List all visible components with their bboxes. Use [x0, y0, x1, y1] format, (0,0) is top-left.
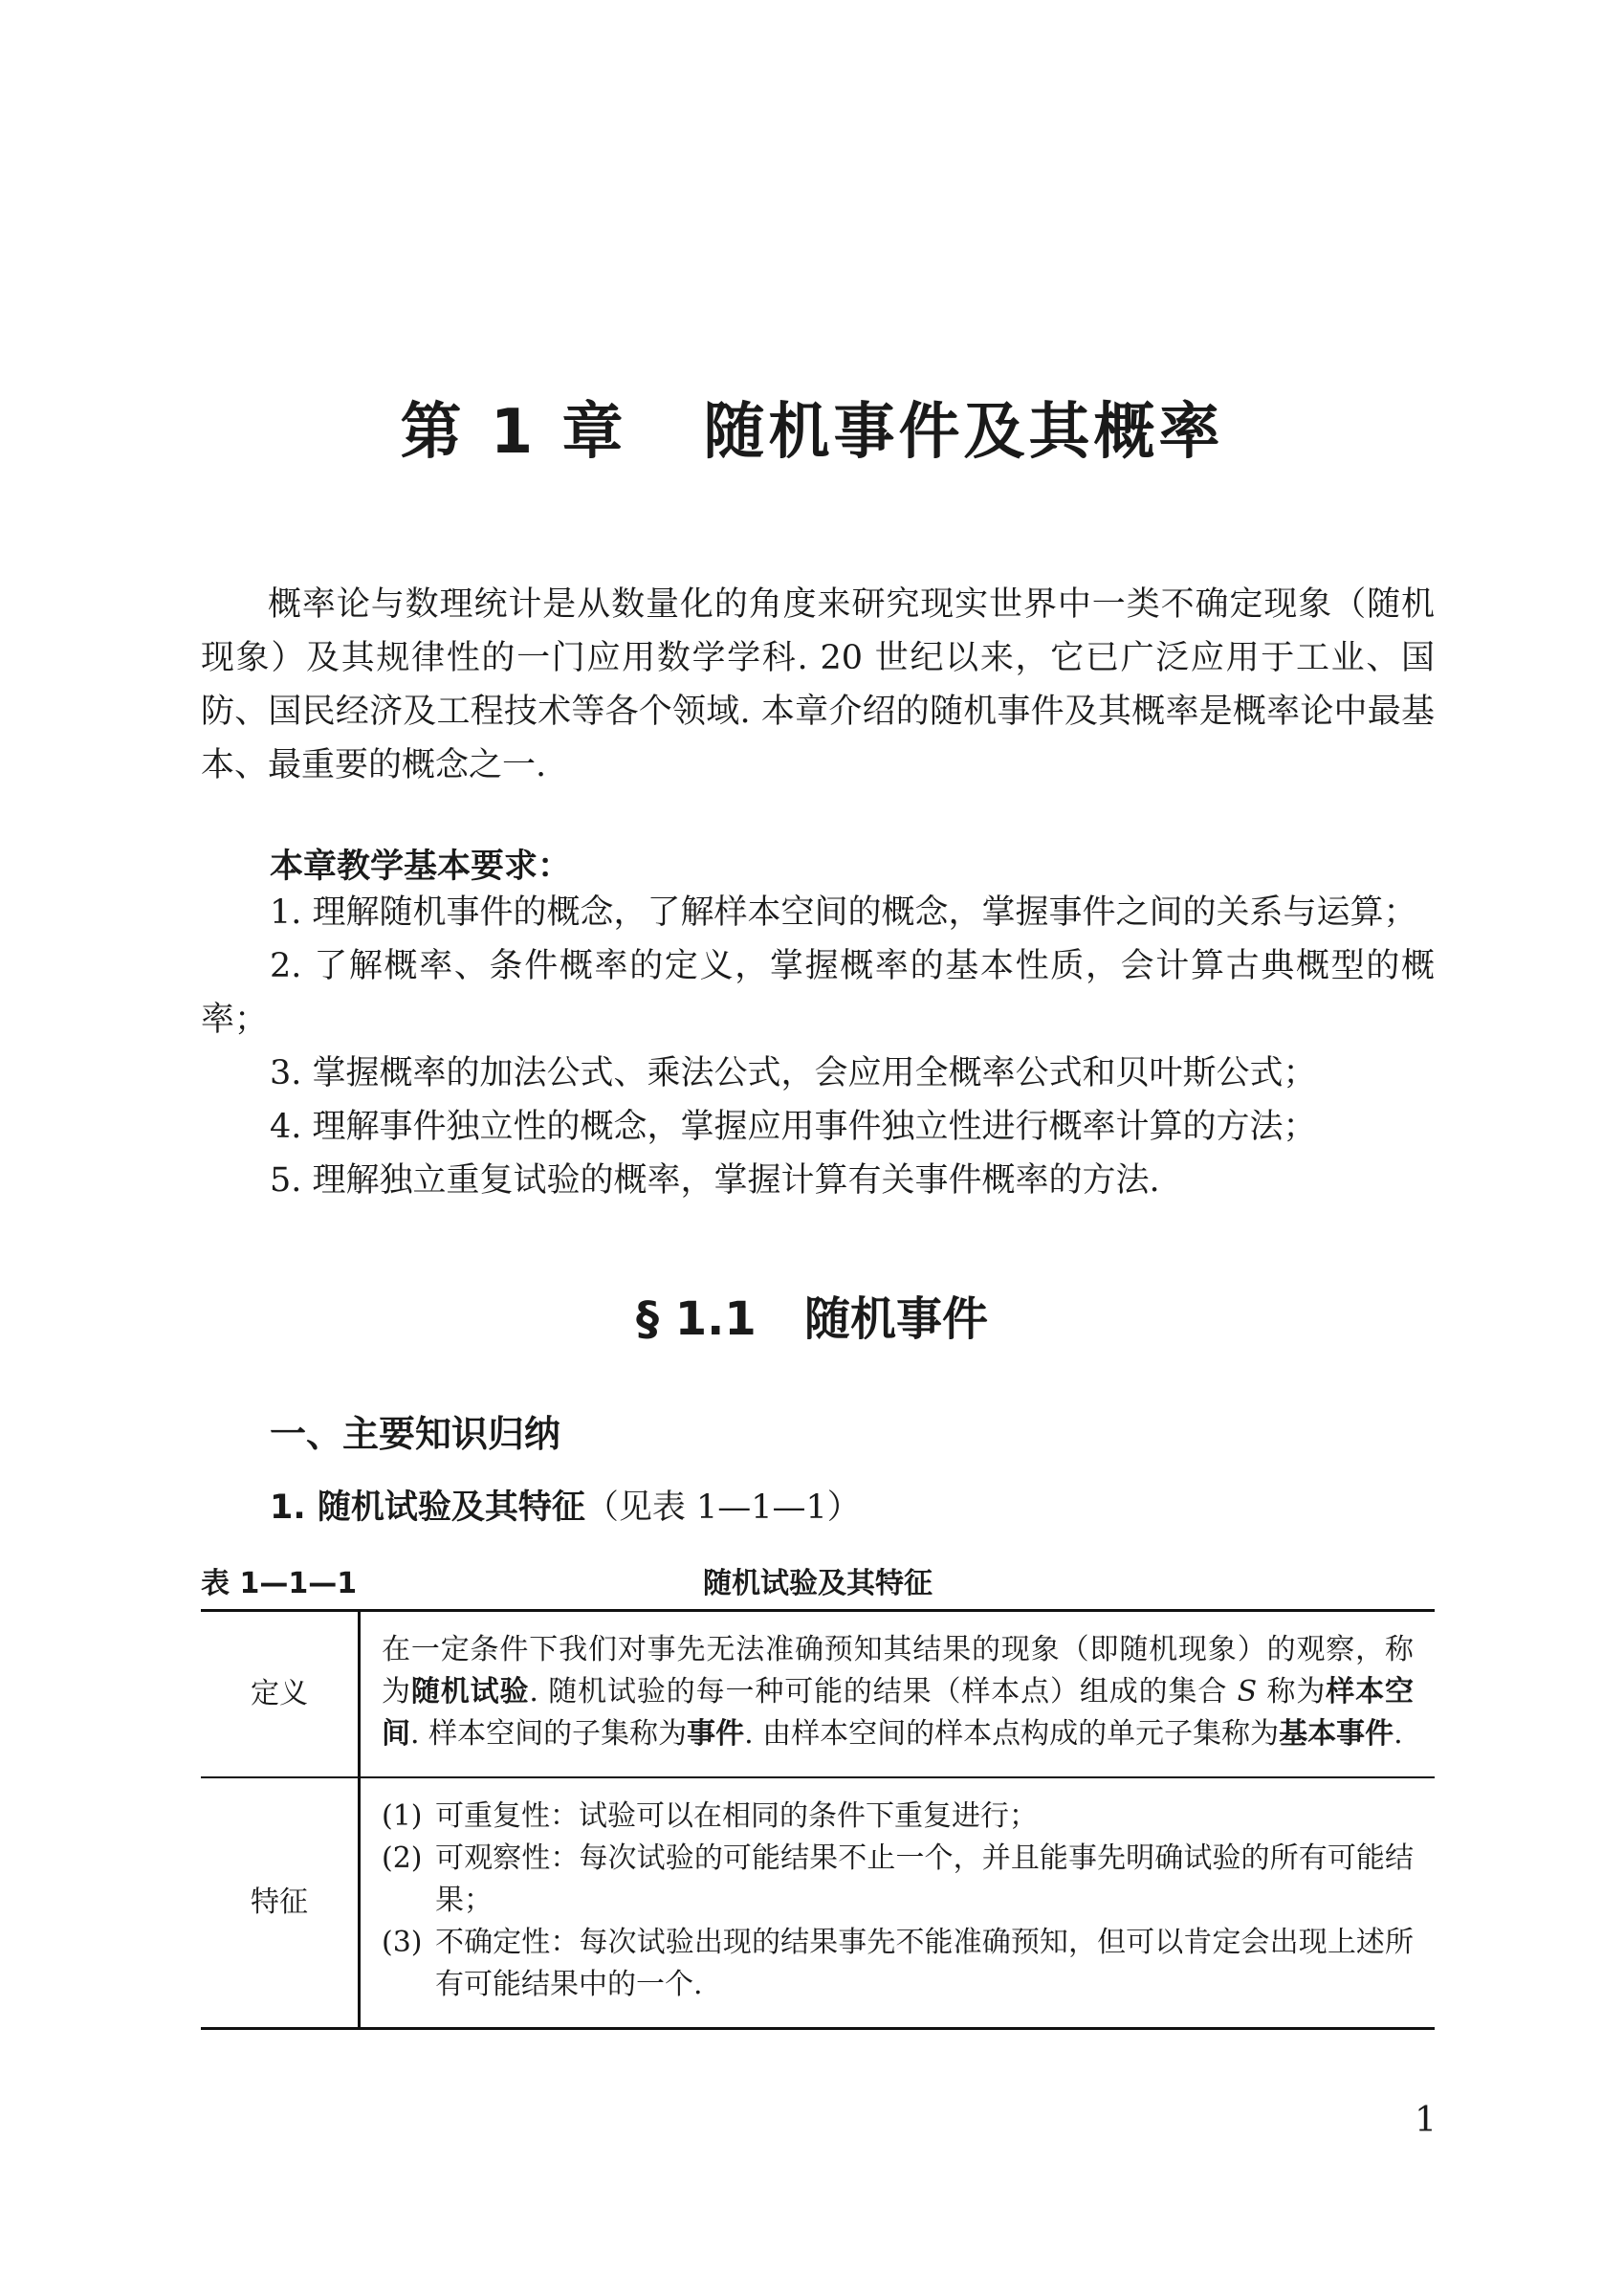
chapter-title: [0, 383, 1624, 471]
row-label-definition: 定义: [201, 1611, 360, 1778]
table-title: 随机试验及其特征: [703, 1567, 933, 1600]
requirement-item: 5. 理解独立重复试验的概率，掌握计算有关事件概率的方法.: [270, 1161, 1160, 1200]
term-event: 事件: [687, 1717, 745, 1751]
requirements-list: [201, 886, 1435, 1207]
table-number: 表 1—1—1: [201, 1567, 358, 1600]
definition-text: .: [1394, 1717, 1403, 1751]
definition-text: 在一定条件下我们对事先无法准确预知其结果的现象（即随机现象）的观察，称为: [382, 1633, 1414, 1709]
chapter-number: 第 1 章: [400, 397, 627, 468]
feature-text: 可观察性：每次试验的可能结果不止一个，并且能事先明确试验的所有可能结果；: [435, 1841, 1414, 1917]
definition-text: . 样本空间的子集称为: [410, 1717, 688, 1751]
requirements-heading: 本章教学基本要求：: [270, 848, 572, 886]
knowledge-summary-heading: 一、主要知识归纳: [270, 1413, 561, 1455]
section-number: § 1.1: [636, 1292, 757, 1346]
symbol-s: S: [1237, 1675, 1258, 1709]
definition-text: 称为: [1257, 1675, 1327, 1709]
feature-text: 不确定性：每次试验出现的结果事先不能准确预知，但可以肯定会出现上述所有可能结果中的一个.: [435, 1926, 1414, 2001]
feature-item: [382, 1838, 1414, 1922]
definition-text: . 随机试验的每一种可能的结果（样本点）组成的集合: [529, 1675, 1238, 1709]
feature-item: [382, 1922, 1414, 2006]
requirement-item: 3. 掌握概率的加法公式、乘法公式，会应用全概率公式和贝叶斯公式；: [270, 1054, 1317, 1092]
section-name: 随机事件: [803, 1292, 988, 1346]
intro-paragraph: 概率论与数理统计是从数量化的角度来研究现实世界中一类不确定现象（随机现象）及其规律性的一门应用数学学科. 20 世纪以来，它已广泛应用于工业、国防、国民经济及工程技术等各个领域. 本章介绍的随机事件及其概率是概率论中最基本、最重要的概念之一.: [201, 585, 1435, 784]
feature-number: (1): [382, 1799, 423, 1833]
term-sample-space: 样本空间: [382, 1675, 1415, 1751]
feature-number: (2): [382, 1841, 423, 1875]
requirement-item: 4. 理解事件独立性的概念，掌握应用事件独立性进行概率计算的方法；: [270, 1108, 1317, 1146]
table-row: [201, 1611, 1435, 1778]
chapter-name: 随机事件及其概率: [703, 397, 1224, 468]
item-heading: [270, 1481, 861, 1529]
feature-item: [382, 1796, 1414, 1838]
row-label-features: 特征: [201, 1777, 360, 2029]
feature-number: (3): [382, 1926, 423, 1959]
features-cell: [360, 1777, 1436, 2029]
item-title: 1. 随机试验及其特征: [270, 1488, 585, 1527]
definition-cell: [360, 1611, 1436, 1778]
term-random-experiment: 随机试验: [410, 1675, 530, 1709]
section-title: [0, 1282, 1624, 1348]
table-row: [201, 1777, 1435, 2029]
page-number: 1: [1415, 2101, 1437, 2140]
item-reference: （见表 1—1—1）: [584, 1488, 861, 1527]
term-basic-event: 基本事件: [1279, 1717, 1394, 1751]
feature-text: 可重复性：试验可以在相同的条件下重复进行；: [435, 1799, 1038, 1833]
table-caption: [201, 1559, 1435, 1601]
definition-text: . 由样本空间的样本点构成的单元子集称为: [744, 1717, 1280, 1751]
requirement-item: 1. 理解随机事件的概念，了解样本空间的概念，掌握事件之间的关系与运算；: [270, 893, 1417, 932]
random-experiment-table: [201, 1609, 1435, 2030]
requirement-item: 2. 了解概率、条件概率的定义，掌握概率的基本性质，会计算古典概型的概率；: [201, 947, 1435, 1039]
